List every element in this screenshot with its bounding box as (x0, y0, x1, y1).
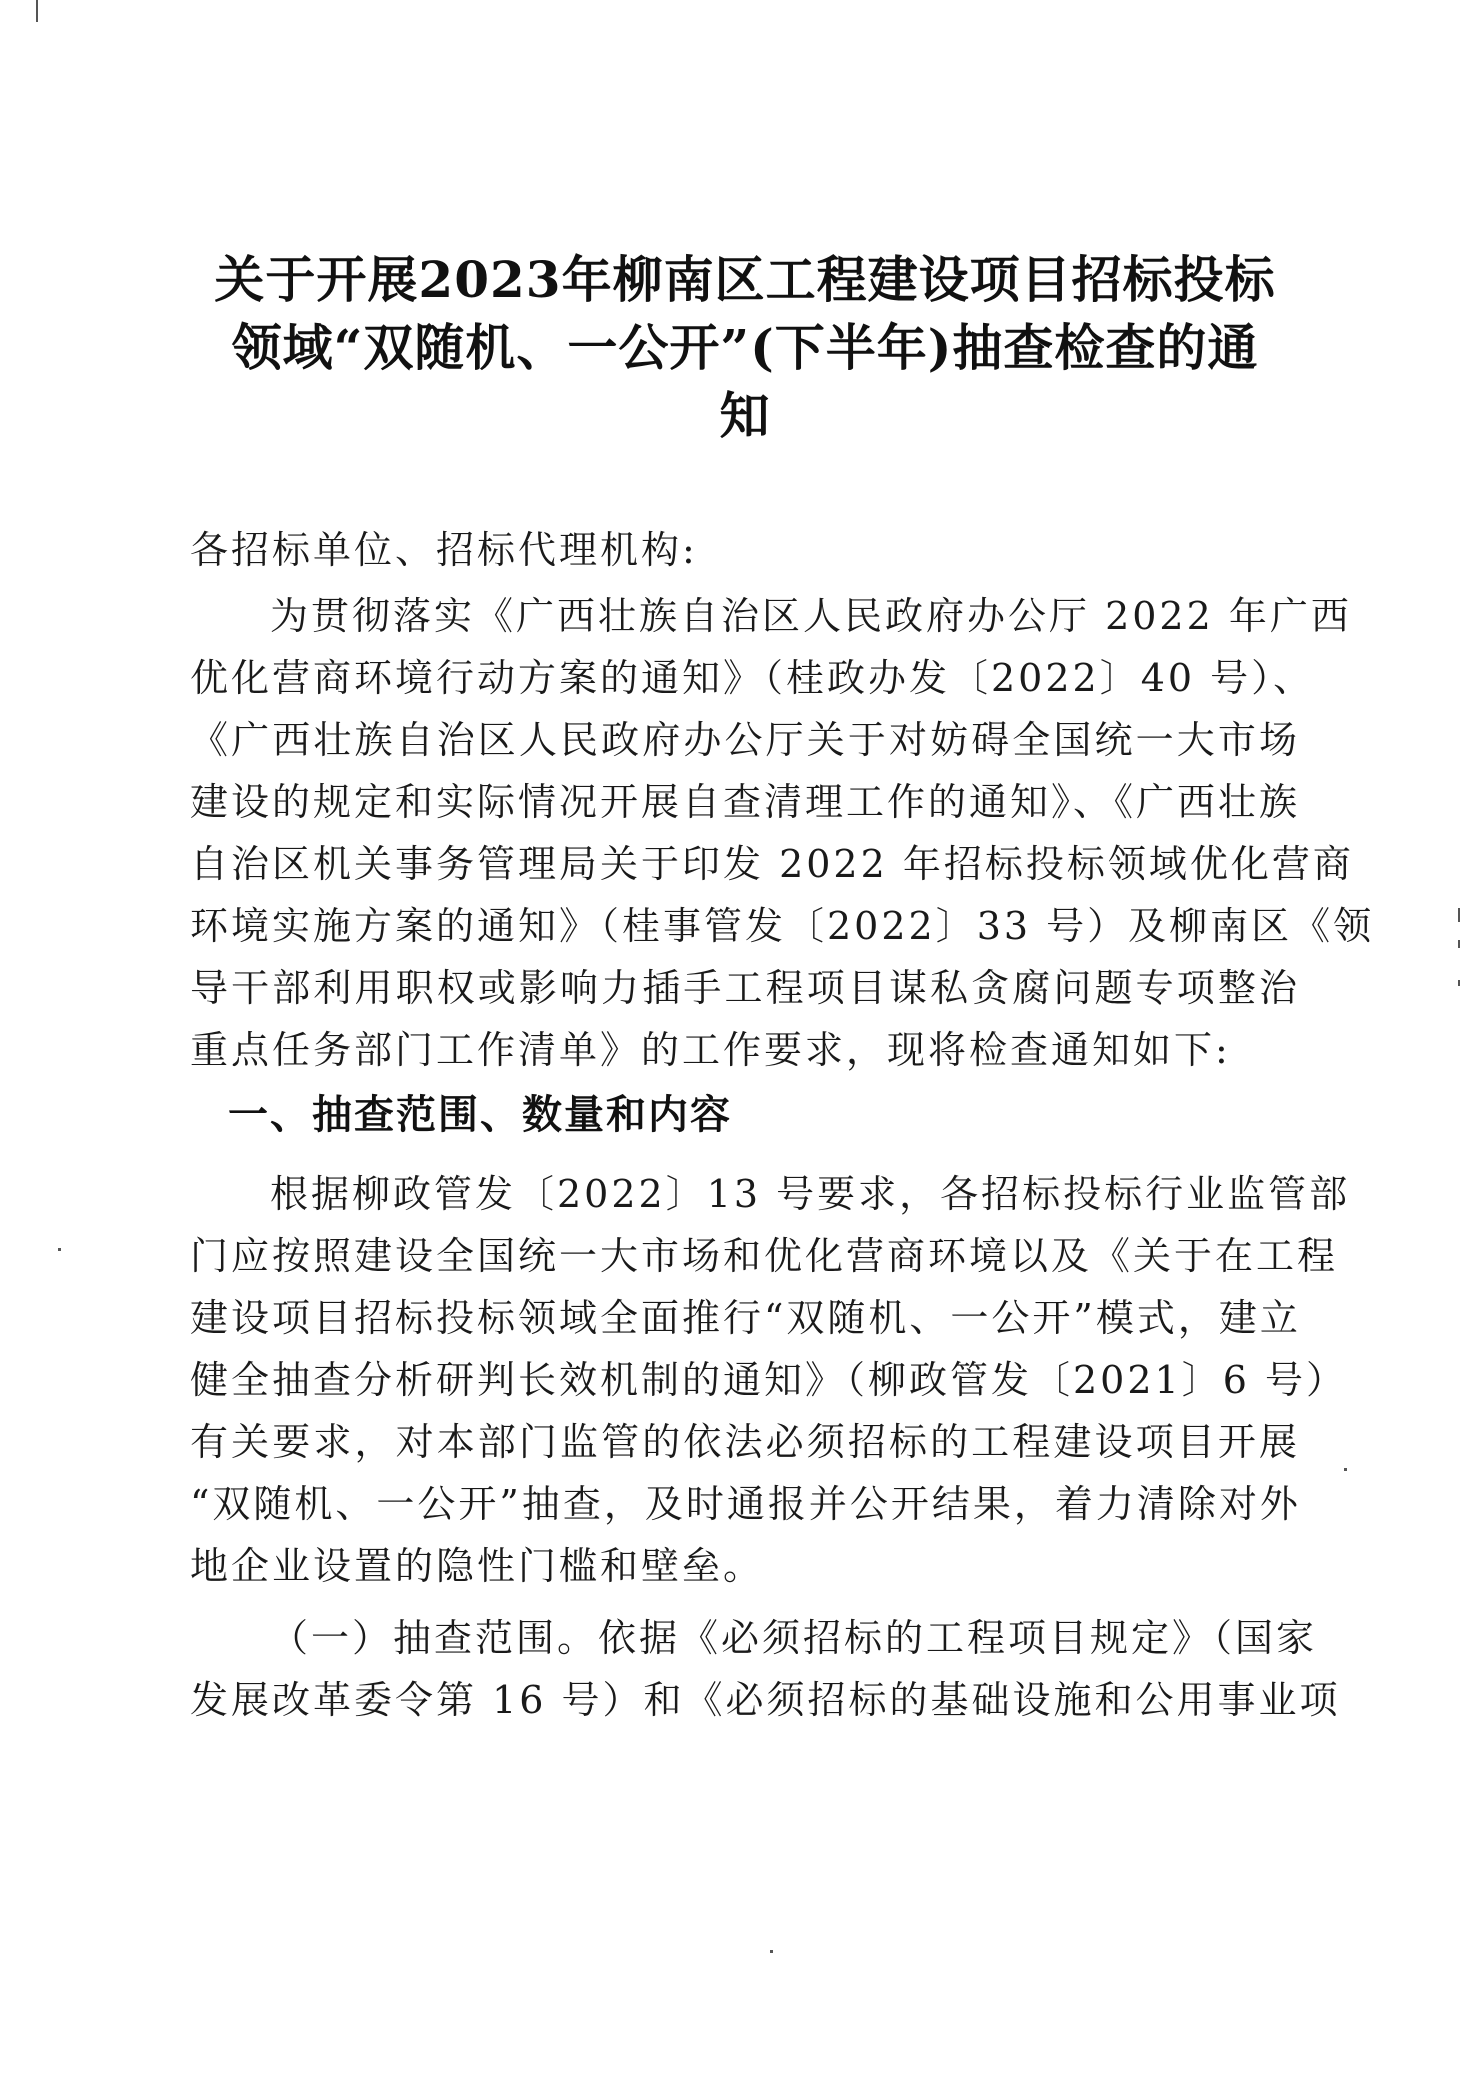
intro-line: 导干部利用职权或影响力插手工程项目谋私贪腐问题专项整治 (190, 966, 1300, 1010)
scan-mark (770, 1950, 773, 1953)
section-body-line: 根据柳政管发〔2022〕13 号要求，各招标投标行业监管部 (270, 1172, 1351, 1216)
intro-line: 建设的规定和实际情况开展自查清理工作的通知》、《广西壮族 (190, 780, 1301, 824)
intro-line: 为贯彻落实《广西壮族自治区人民政府办公厅 2022 年广西 (270, 594, 1352, 638)
intro-line: 重点任务部门工作清单》的工作要求，现将检查通知如下: (190, 1028, 1231, 1072)
document-title-line-2: 领域“双随机、一公开”(下半年)抽查检查的通 (231, 318, 1259, 377)
section-body-line: 建设项目招标投标领域全面推行“双随机、一公开”模式，建立 (190, 1296, 1301, 1340)
scan-mark (1458, 980, 1460, 986)
scan-mark (58, 1248, 61, 1251)
scan-mark (36, 0, 38, 22)
intro-line: 自治区机关事务管理局关于印发 2022 年招标投标领域优化营商 (190, 842, 1354, 886)
document-title-line-3: 知 (719, 386, 771, 445)
section-body-line: 有关要求，对本部门监管的依法必须招标的工程建设项目开展 (190, 1420, 1300, 1464)
section-body-line: 门应按照建设全国统一大市场和优化营商环境以及《关于在工程 (190, 1234, 1339, 1278)
intro-line: 优化营商环境行动方案的通知》（桂政办发〔2022〕40 号）、 (190, 656, 1315, 700)
salutation: 各招标单位、招标代理机构: (190, 528, 698, 572)
subsection-line: 发展改革委令第 16 号）和《必须招标的基础设施和公用事业项 (190, 1678, 1341, 1722)
document-title-line-1: 关于开展2023年柳南区工程建设项目招标投标 (214, 250, 1276, 309)
section-body-line: 地企业设置的隐性门槛和壁垒。 (190, 1544, 765, 1588)
subsection-line: （一）抽查范围。依据《必须招标的工程项目规定》（国家 (270, 1616, 1318, 1660)
intro-line: 环境实施方案的通知》（桂事管发〔2022〕33 号）及柳南区《领 (190, 904, 1375, 948)
section-body-line: 健全抽查分析研判长效机制的通知》（柳政管发〔2021〕6 号） (190, 1358, 1347, 1402)
section-body-line: “双随机、一公开”抽查，及时通报并公开结果，着力清除对外 (190, 1482, 1301, 1526)
intro-line: 《广西壮族自治区人民政府办公厅关于对妨碍全国统一大市场 (190, 718, 1300, 762)
scan-mark (1458, 908, 1460, 922)
section-heading: 一、抽查范围、数量和内容 (228, 1092, 732, 1138)
scan-mark (1458, 940, 1460, 948)
scan-mark (1344, 1468, 1347, 1471)
